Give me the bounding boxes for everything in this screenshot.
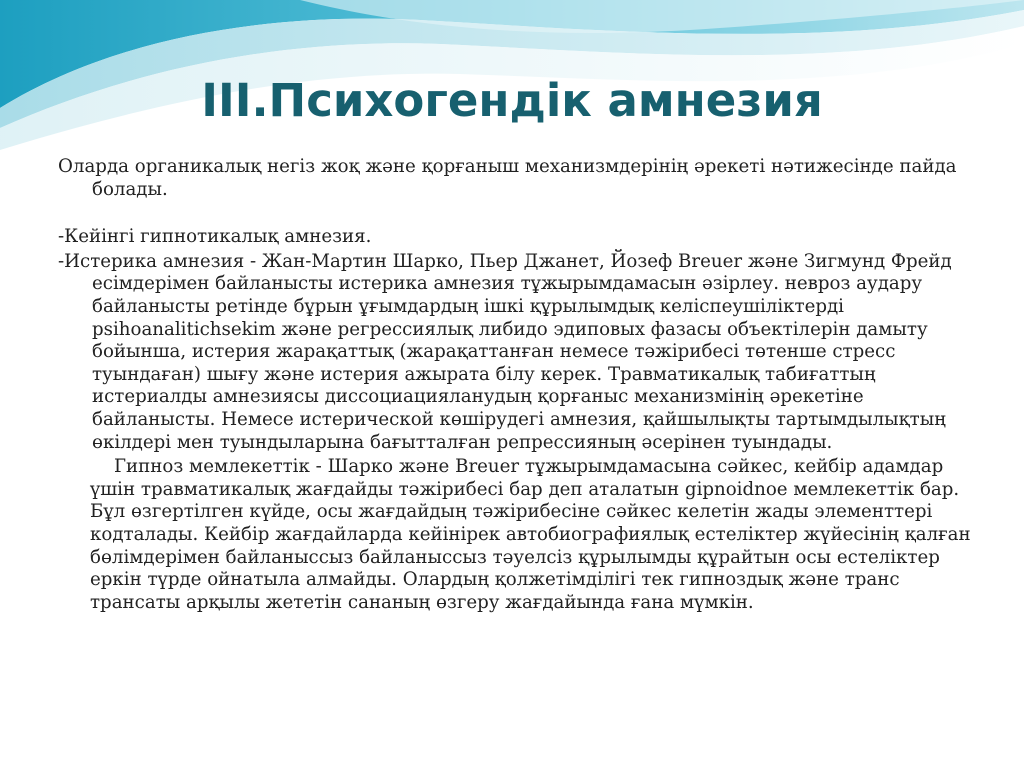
paragraph-hypnoid-state: Гипноз мемлекеттік - Шарко және Breuer тұжырымдамасына сәйкес, кейбір адамдар үшін травматикалық жағдайды тәжірибесі бар деп аталатын gipnoidnoe мемлекеттік бар. Бұл өзгертілген күйде, осы жағдайдың тәжірибесіне сәйкес келетін жады элементтері кодталады. Кейбір жағдайларда кейінірек автобиографиялық естеліктер жүйесінің қалған бөлімдерімен байланыссыз байланыссыз тәуелсіз құрылымды құрайтын осы естеліктер еркін түрде ойнатыла алмайды. Олардың қолжетімділігі тек гипноздық және транс трансаты арқылы жететін сананың өзгеру жағдайында ғана мүмкін. [90, 456, 971, 613]
paragraph-posthypnotic: -Кейінгі гипнотикалық амнезия. [58, 226, 372, 248]
paragraph-hysteric-amnesia: -Истерика амнезия - Жан-Мартин Шарко, Пьер Джанет, Йозеф Breuer және Зигмунд Фрейд есімдерімен байланысты истерика амнезия тұжырымдамасын әзірлеу. невроз аудару байланысты ретінде бұрын ұғымдардың ішкі құрылымдық келіспеушіліктерді psihoanalitichsekim және регрессиялық либидо эдиповых фазасы объектілерін дамыту бойынша, истерия жарақаттық (жарақаттанған немесе тәжірибесі төтенше стресс туындаған) шығу және истерия ажырата білу керек. Травматикалық табиғаттың истериалды амнезиясы диссоциацияланудың қорғаныс механизмінің әрекетіне байланысты. Немесе истерической көшірудегі амнезия, қайшылықты тартымдылықтың өкілдері мен туындыларына бағытталған репрессияның әсерінен туындады. [58, 250, 952, 453]
paragraph-intro: Оларда органикалық негіз жоқ және қорғаныш механизмдерінің әрекеті нәтижесінде пайда болады. [58, 156, 957, 200]
slide-title: III.Психогендік амнезия [201, 74, 823, 127]
slide-body [58, 156, 978, 614]
